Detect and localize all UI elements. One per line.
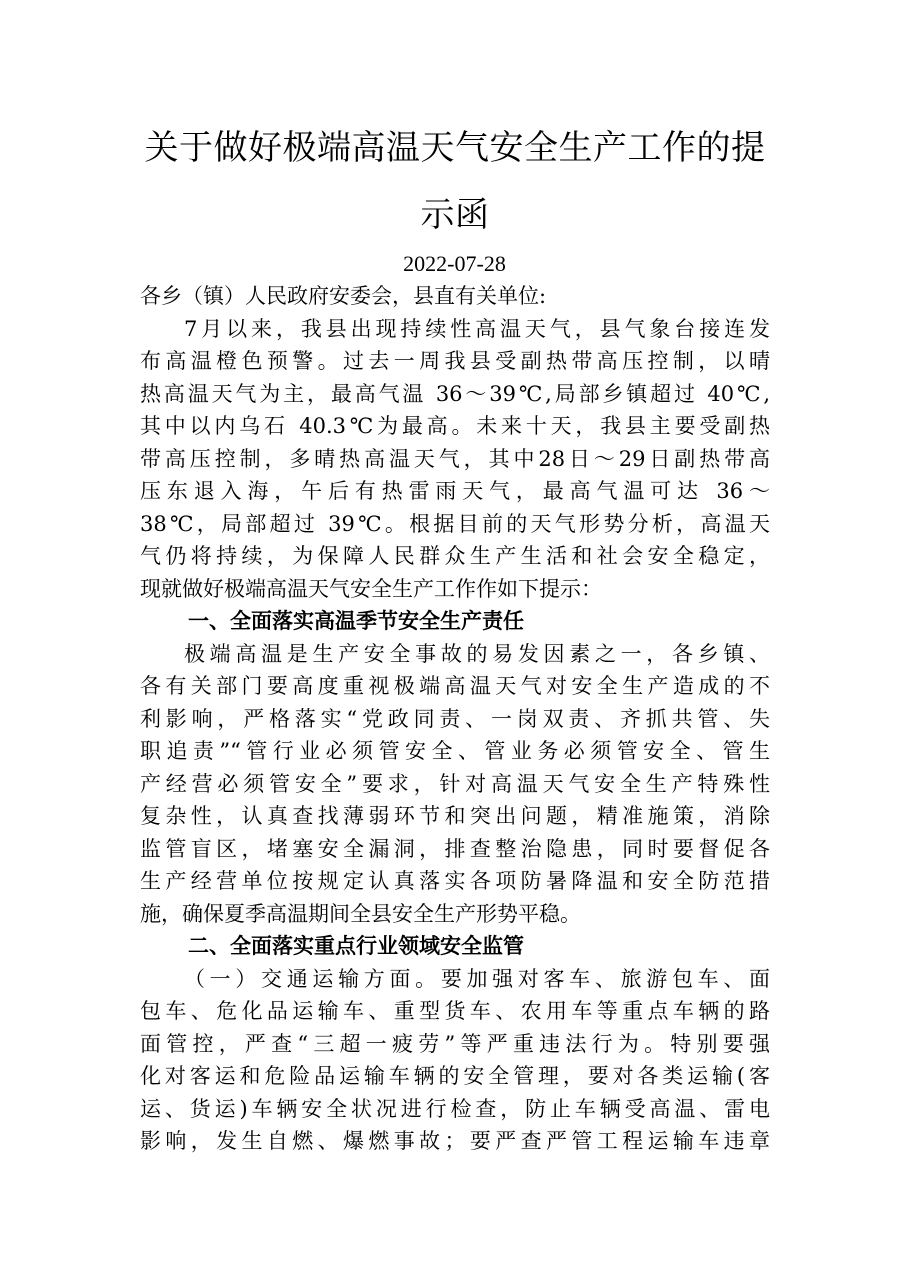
section-heading-1: 一、全面落实高温季节安全生产责任 [188, 609, 524, 633]
paragraph-line: 带高压控制，多晴热高温天气，其中28日～29日副热带高 [140, 446, 770, 471]
paragraph-line: 产经营必须管安全”要求，针对高温天气安全生产特殊性 [140, 771, 770, 796]
paragraph-line: 38℃，局部超过 39℃。根据目前的天气形势分析，高温天 [140, 511, 770, 536]
paragraph-line: 面管控，严查“三超一疲劳”等严重违法行为。特别要强 [140, 1031, 770, 1056]
paragraph-line: 气仍将持续，为保障人民群众生产生活和社会安全稳定， [140, 544, 770, 568]
paragraph-line: 影响，发生自燃、爆燃事故；要严查严管工程运输车违章 [140, 1129, 770, 1153]
document-title-line1: 关于做好极端高温天气安全生产工作的提 [144, 128, 766, 168]
salutation: 各乡（镇）人民政府安委会，县直有关单位: [140, 284, 547, 308]
paragraph-line: 施，确保夏季高温期间全县安全生产形势平稳。 [140, 901, 581, 926]
paragraph-line: 7月以来，我县出现持续性高温天气，县气象台接连发 [184, 316, 770, 341]
paragraph-line: 热高温天气为主，最高气温 36～39℃,局部乡镇超过 40℃, [140, 381, 770, 406]
paragraph-3 [140, 963, 770, 1158]
paragraph-line: 复杂性，认真查找薄弱环节和突出问题，精准施策，消除 [140, 804, 770, 828]
paragraph-line: 包车、危化品运输车、重型货车、农用车等重点车辆的路 [140, 999, 770, 1023]
document-title-line2: 示函 [420, 195, 490, 235]
paragraph-line: 极端高温是生产安全事故的易发因素之一，各乡镇、 [184, 641, 770, 666]
paragraph-line: 现就做好极端高温天气安全生产工作作如下提示： [140, 576, 602, 601]
paragraph-line: （一）交通运输方面。要加强对客车、旅游包车、面 [184, 966, 770, 991]
paragraph-line: 运、货运)车辆安全状况进行检查，防止车辆受高温、雷电 [140, 1096, 770, 1121]
paragraph-line: 其中以内乌石 40.3℃为最高。未来十天，我县主要受副热 [140, 414, 770, 438]
paragraph-line: 布高温橙色预警。过去一周我县受副热带高压控制，以晴 [140, 349, 770, 373]
paragraph-line: 化对客运和危险品运输车辆的安全管理，要对各类运输(客 [140, 1064, 770, 1088]
paragraph-line: 各有关部门要高度重视极端高温天气对安全生产造成的不 [140, 674, 770, 698]
paragraph-2 [140, 638, 770, 931]
document-date: 2022-07-28 [403, 251, 506, 276]
paragraph-line: 监管盲区，堵塞安全漏洞，排查整治隐患，同时要督促各 [140, 836, 770, 861]
paragraph-line: 生产经营单位按规定认真落实各项防暑降温和安全防范措 [140, 869, 770, 893]
paragraph-line: 压东退入海，午后有热雷雨天气，最高气温可达 36～ [140, 479, 770, 503]
paragraph-1 [140, 313, 770, 606]
paragraph-line: 职追责”“管行业必须管安全、管业务必须管安全、管生 [140, 739, 770, 763]
document-body [140, 280, 770, 1158]
section-heading-2: 二、全面落实重点行业领域安全监管 [188, 934, 524, 958]
paragraph-line: 利影响，严格落实“党政同责、一岗双责、齐抓共管、失 [140, 706, 770, 731]
